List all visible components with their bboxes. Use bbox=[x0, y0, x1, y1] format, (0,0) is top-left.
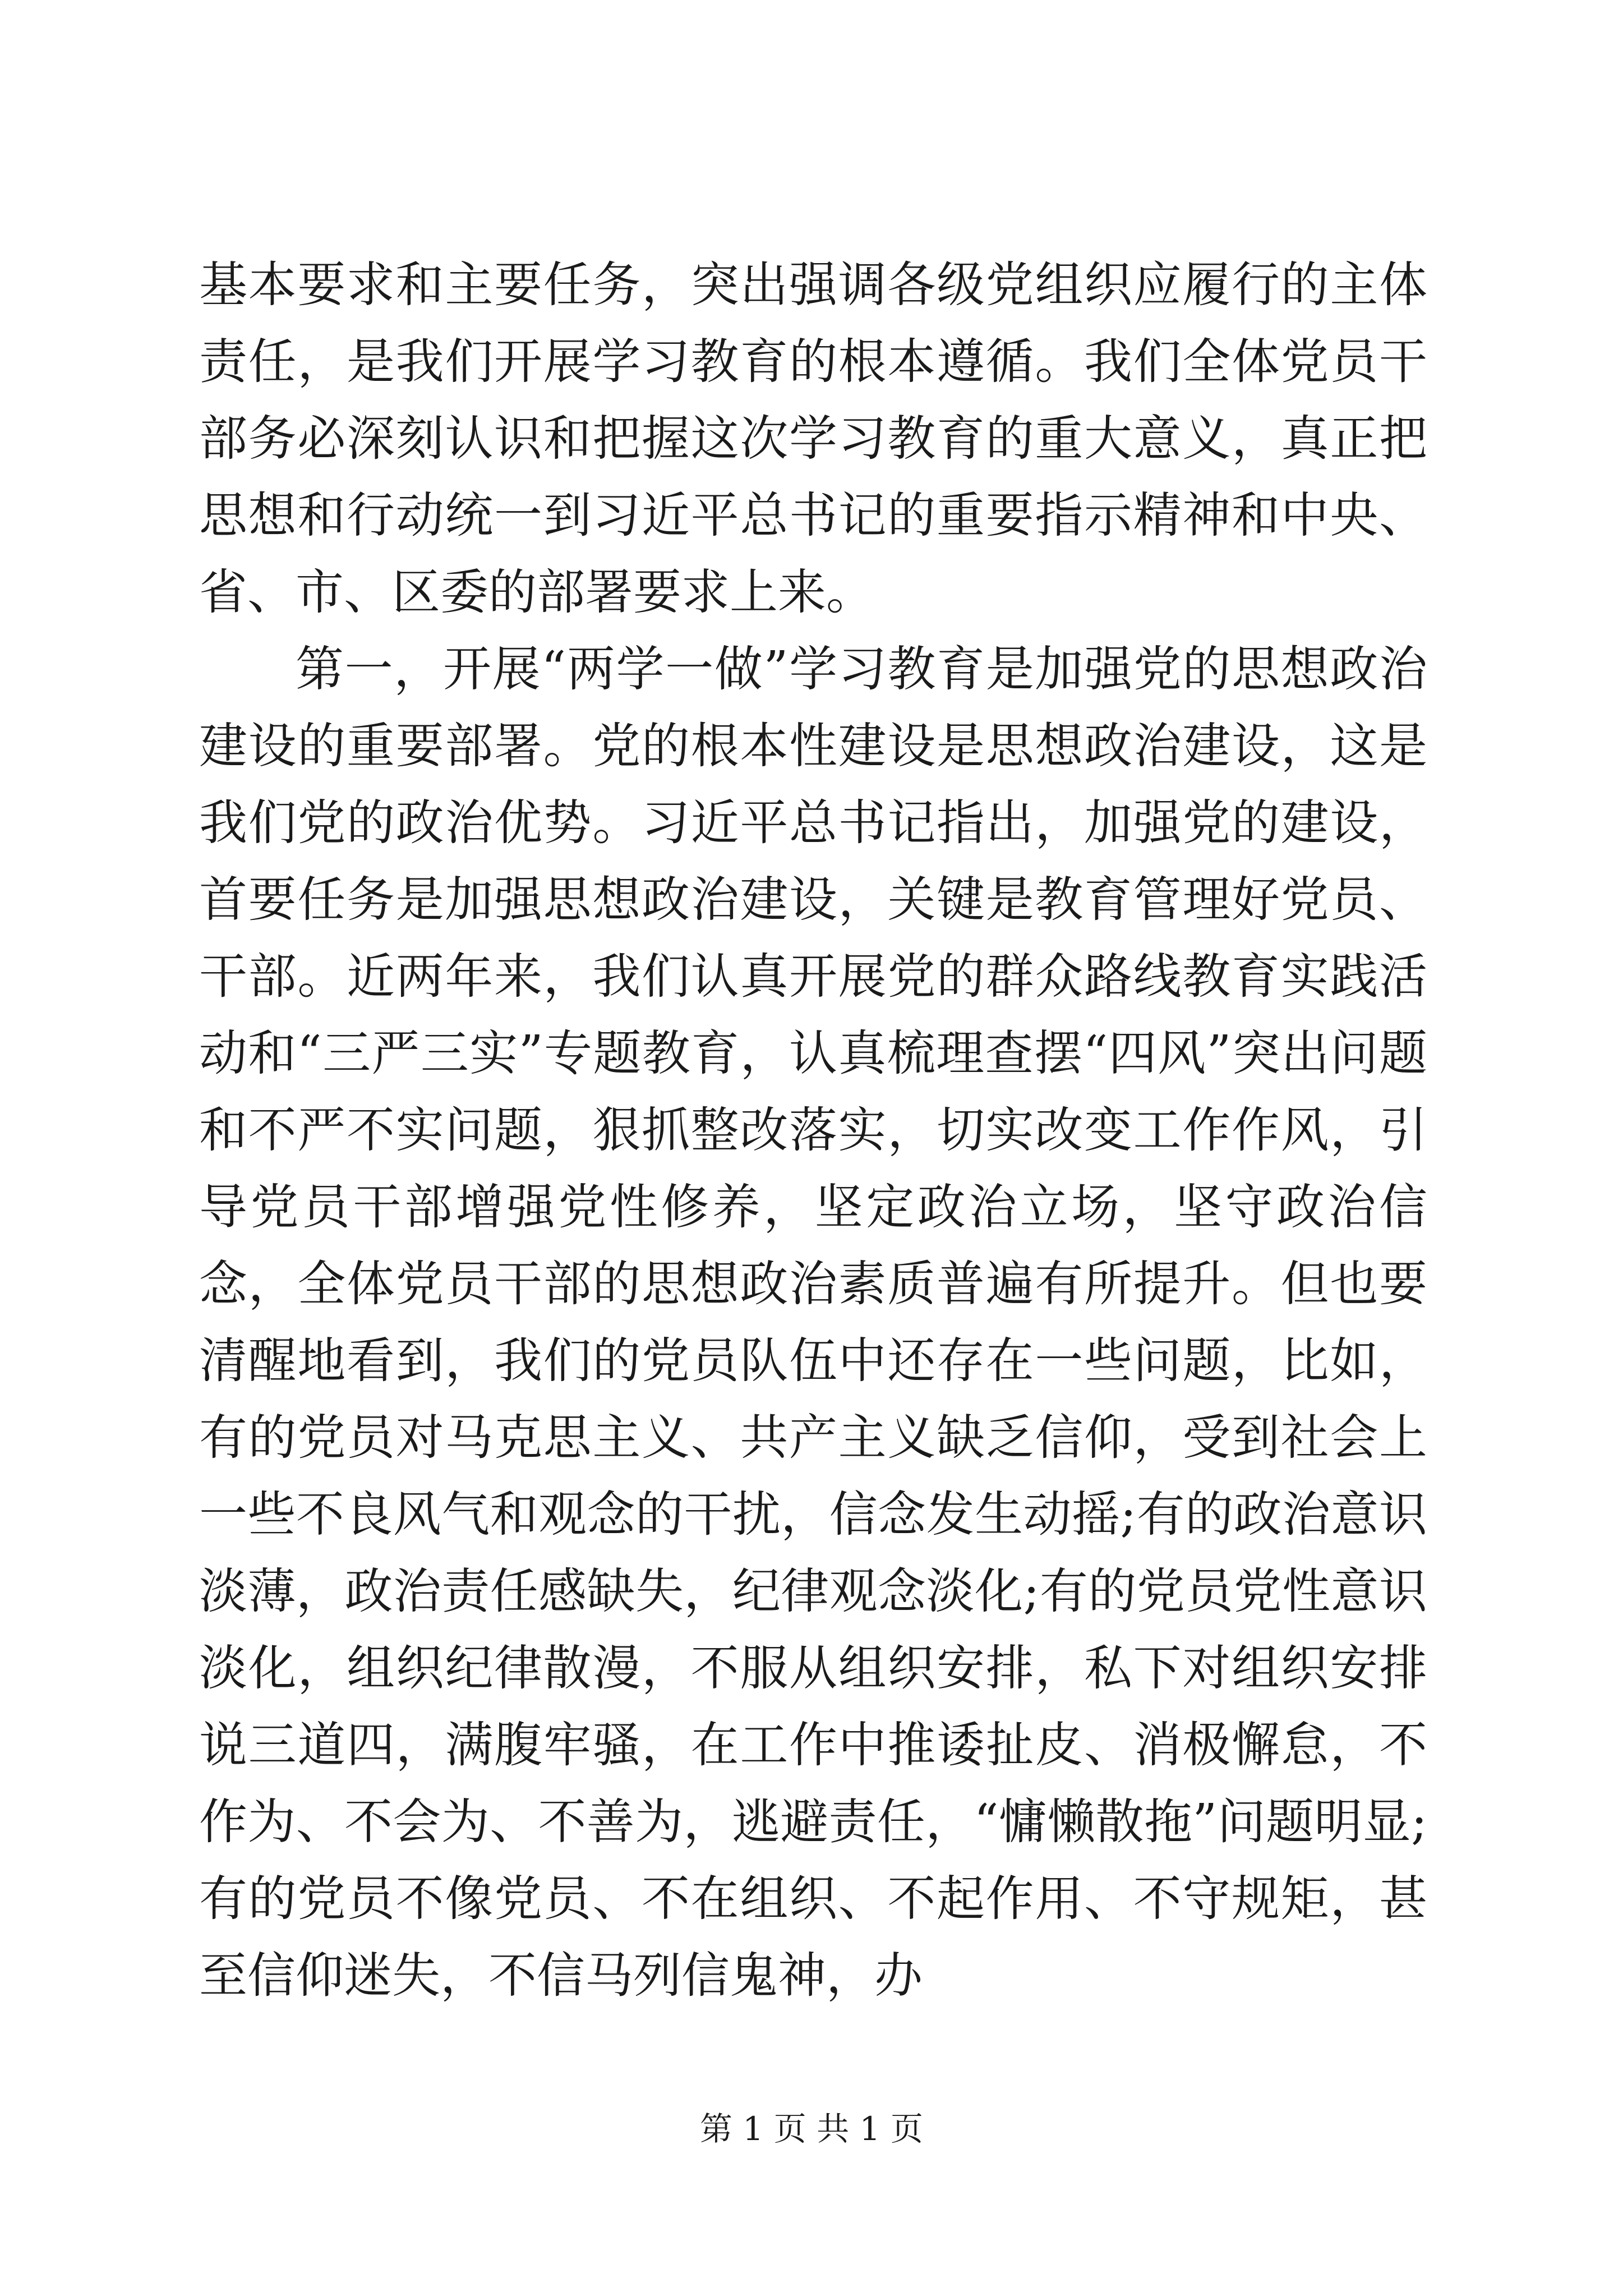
paragraph-1: 基本要求和主要任务，突出强调各级党组织应履行的主体责任，是我们开展学习教育的根本遵循。我们全体党员干部务必深刻认识和把握这次学习教育的重大意义，真正把思想和行动统一到习近平总书记的重要指示精神和中央、省、市、区委的部署要求上来。 bbox=[199, 257, 1427, 620]
page-footer: 第 1 页 共 1 页 bbox=[700, 2110, 923, 2148]
paragraph-2: 第一，开展“两学一做”学习教育是加强党的思想政治建设的重要部署。党的根本性建设是思想政治建设，这是我们党的政治优势。习近平总书记指出，加强党的建设，首要任务是加强思想政治建设，关键是教育管理好党员、干部。近两年来，我们认真开展党的群众路线教育实践活动和“三严三实”专题教育，认真梳理查摆“四风”突出问题和不严不实问题，狠抓整改落实，切实改变工作作风，引导党员干部增强党性修养，坚定政治立场，坚守政治信念，全体党员干部的思想政治素质普遍有所提升。但也要清醒地看到，我们的党员队伍中还存在一些问题，比如，有的党员对马克思主义、共产主义缺乏信仰，受到社会上一些不良风气和观念的干扰，信念发生动摇;有的政治意识淡薄，政治责任感缺失，纪律观念淡化;有的党员党性意识淡化，组织纪律散漫，不服从组织安排，私下对组织安排说三道四，满腹牢骚，在工作中推诿扯皮、消极懈怠，不作为、不会为、不善为，逃避责任，“慵懒散拖”问题明显;有的党员不像党员、不在组织、不起作用、不守规矩，甚至信仰迷失，不信马列信鬼神，办 bbox=[199, 641, 1427, 2004]
document-body bbox=[199, 247, 1427, 2014]
